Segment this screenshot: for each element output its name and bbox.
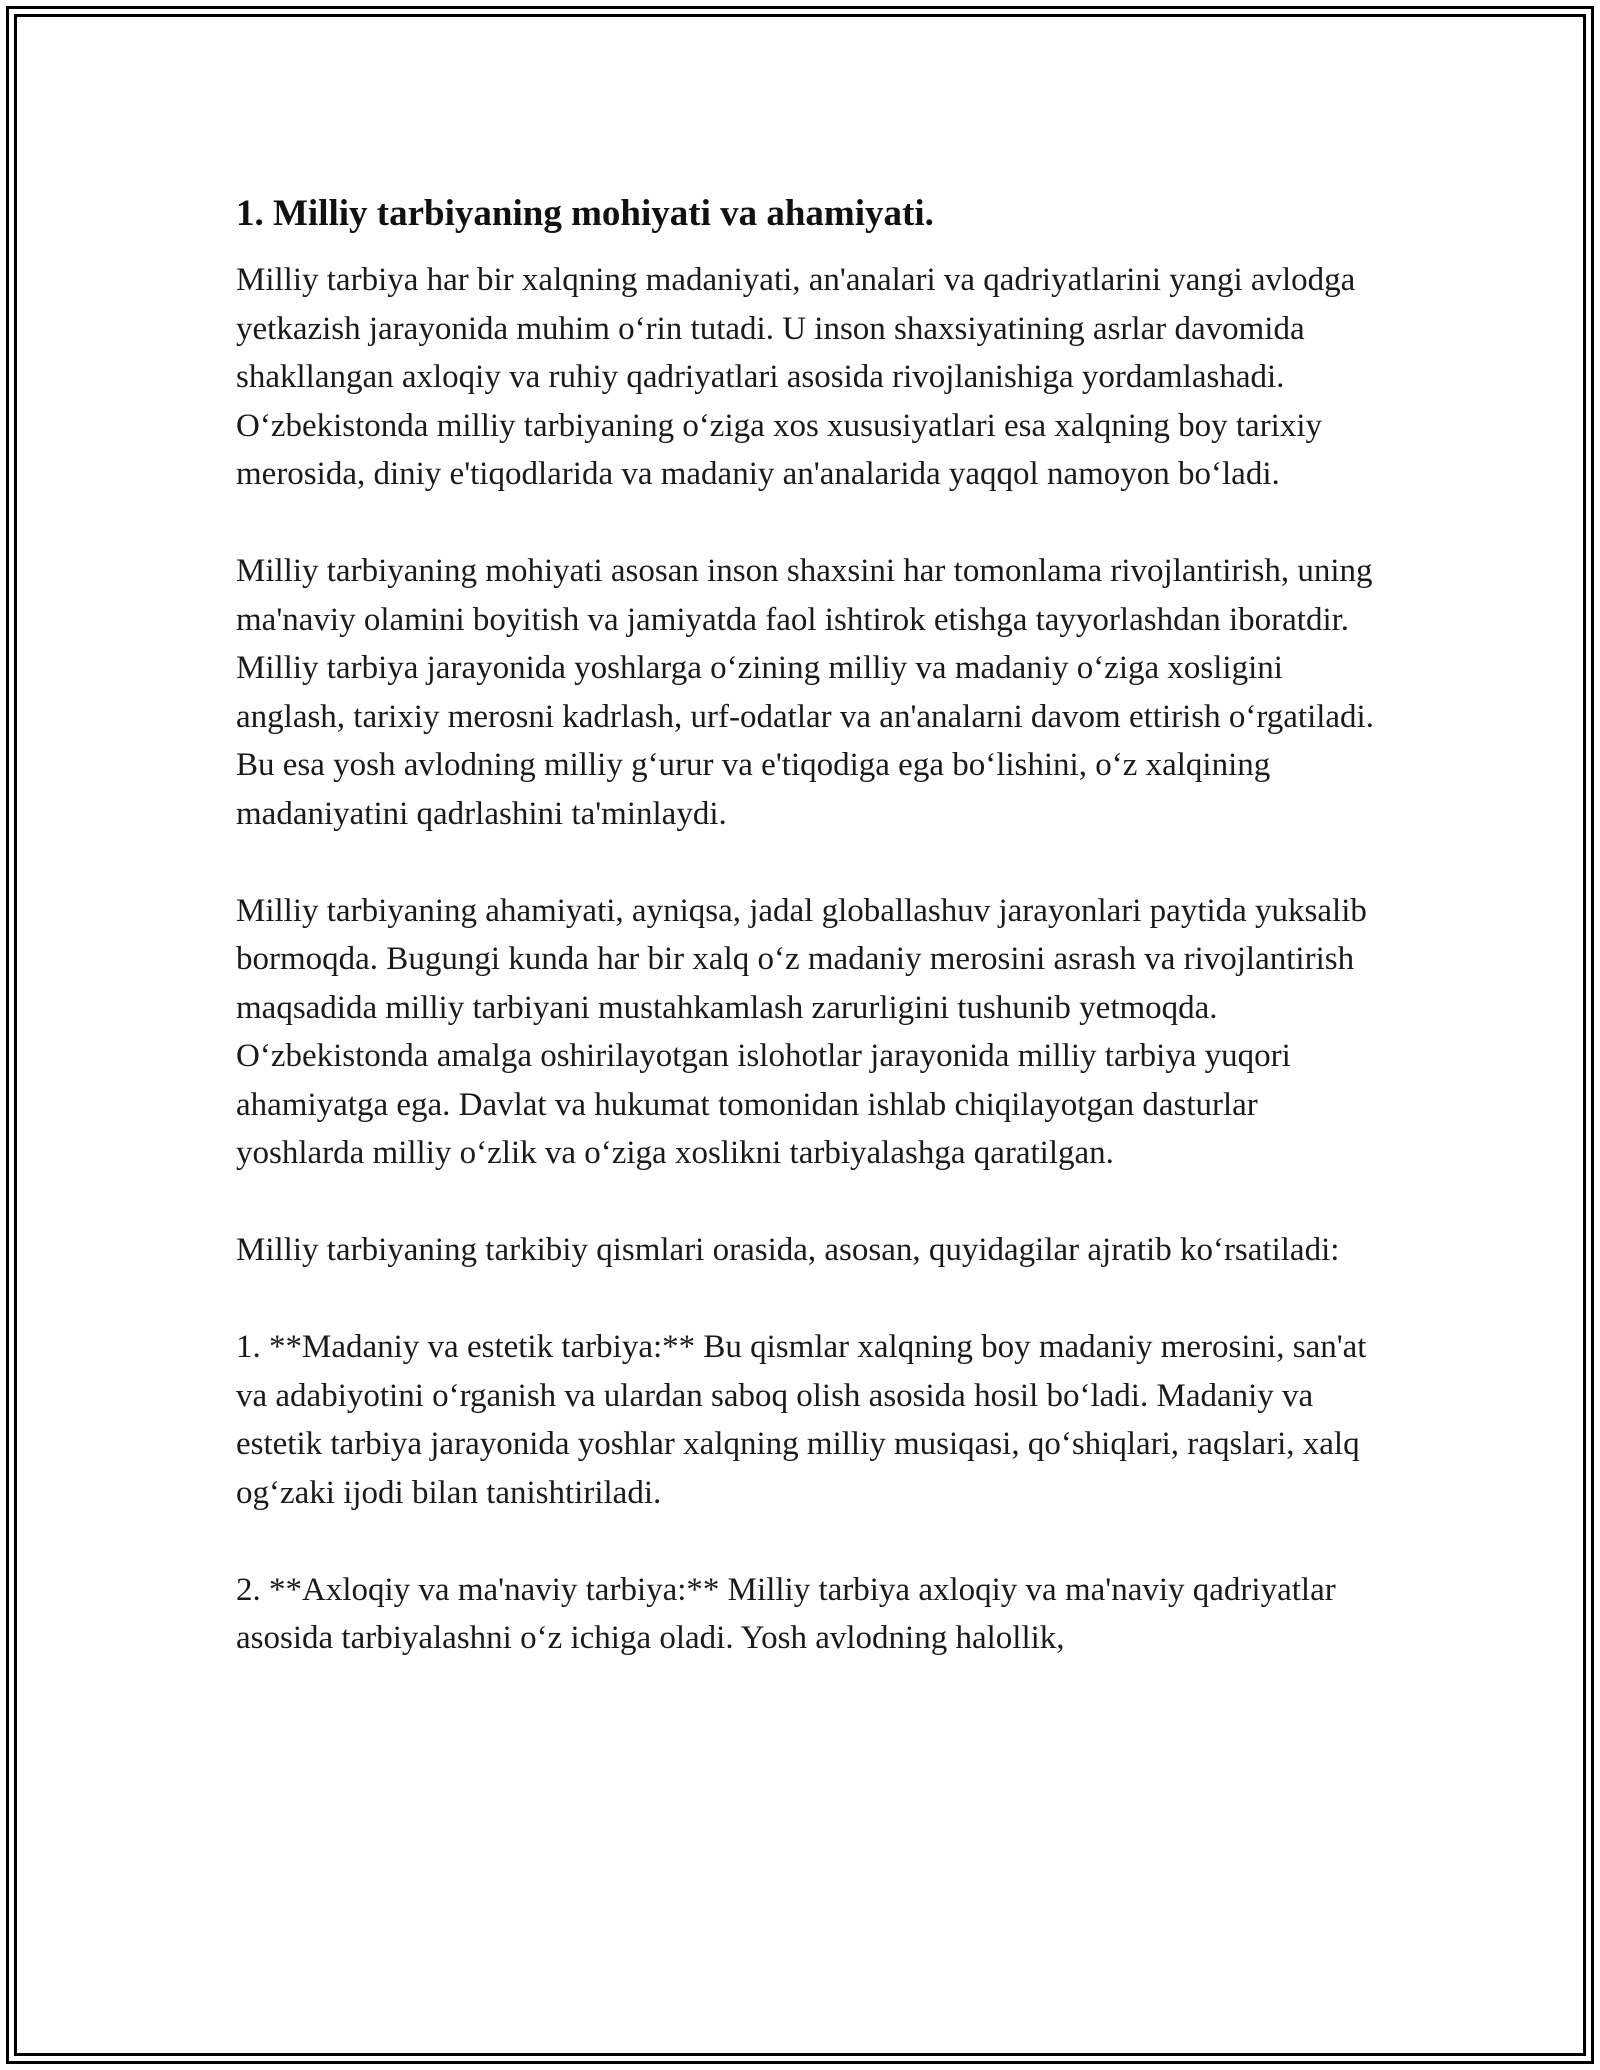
- paragraph-component-1: 1. **Madaniy va estetik tarbiya:** Bu qismlar xalqning boy madaniy merosini, san'at va adabiyotini o‘rganish va ulardan saboq olish asosida hosil bo‘ladi. Madaniy va estetik tarbiya jarayonida yoshlar xalqning milliy musiqasi, qo‘shiqlari, raqslari, xalq og‘zaki ijodi bilan tanishtiriladi.: [236, 1329, 1367, 1511]
- paragraph-components-intro: Milliy tarbiyaning tarkibiy qismlari orasida, asosan, quyidagilar ajratib ko‘rsatiladi:: [236, 1232, 1340, 1268]
- page-title: 1. Milliy tarbiyaning mohiyati va ahamiyati.: [236, 193, 934, 234]
- paragraph-component-2: 2. **Axloqiy va ma'naviy tarbiya:** Milliy tarbiya axloqiy va ma'naviy qadriyatlar asosida tarbiyalashni o‘z ichiga oladi. Yosh avlodning halollik,: [236, 1571, 1336, 1656]
- paragraph-essence: Milliy tarbiyaning mohiyati asosan inson shaxsini har tomonlama rivojlantirish, uning ma'naviy olamini boyitish va jamiyatda faol ishtirok etishga tayyorlashdan iboratdir. Milliy tarbiya jarayonida yoshlarga o‘zining milliy va madaniy o‘ziga xosligini anglash, tarixiy merosni kadrlash, urf-odatlar va an'analarni davom ettirish o‘rgatiladi. Bu esa yosh avlodning milliy g‘urur va e'tiqodiga ega bo‘lishini, o‘z xalqining madaniyatini qadrlashini ta'minlaydi.: [236, 553, 1374, 832]
- paragraph-importance: Milliy tarbiyaning ahamiyati, ayniqsa, jadal globallashuv jarayonlari paytida yuksalib bormoqda. Bugungi kunda har bir xalq o‘z madaniy merosini asrash va rivojlantirish maqsadida milliy tarbiyani mustahkamlash zarurligini tushunib yetmoqda. O‘zbekistonda amalga oshirilayotgan islohotlar jarayonida milliy tarbiya yuqori ahamiyatga ega. Davlat va hukumat tomonidan ishlab chiqilayotgan dasturlar yoshlarda milliy o‘zlik va o‘ziga xoslikni tarbiyalashga qaratilgan.: [236, 892, 1367, 1171]
- document-body: [236, 184, 1374, 1663]
- paragraph-intro: Milliy tarbiya har bir xalqning madaniyati, an'analari va qadriyatlarini yangi avlodga yetkazish jarayonida muhim o‘rin tutadi. U inson shaxsiyatining asrlar davomida shakllangan axloqiy va ruhiy qadriyatlari asosida rivojlanishiga yordamlashadi. O‘zbekistonda milliy tarbiyaning o‘ziga xos xususiyatlari esa xalqning boy tarixiy merosida, diniy e'tiqodlarida va madaniy an'analarida yaqqol namoyon bo‘ladi.: [236, 262, 1356, 492]
